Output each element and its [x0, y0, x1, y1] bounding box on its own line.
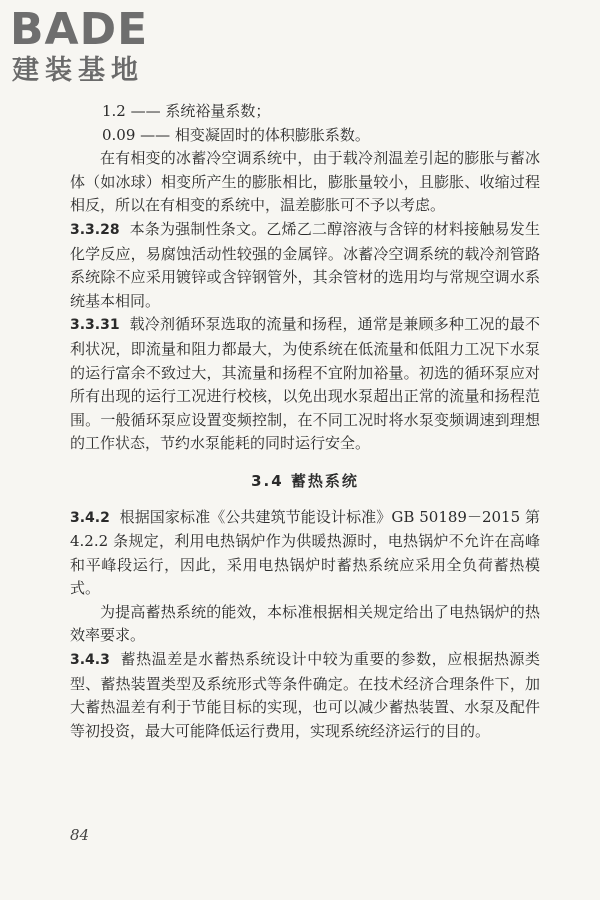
- clause-3-3-31: [70, 313, 540, 456]
- variable-definition: 0.09 —— 相变凝固时的体积膨胀系数。: [102, 125, 370, 144]
- section-title: 3.4 蓄热系统: [251, 471, 359, 490]
- clause-text: 蓄热温差是水蓄热系统设计中较为重要的参数，应根据热源类型、蓄热装置类型及系统形式等条件确定。在技术经济合理条件下，加大蓄热温差有利于节能目标的实现，也可以减少蓄热装置、水泵及配件等初投资，最大可能降低运行费用，实现系统经济运行的目的。: [70, 650, 540, 740]
- logo: [10, 6, 180, 88]
- clause-text: 根据国家标准《公共建筑节能设计标准》GB 50189－2015 第 4.2.2 条规定，利用电热锅炉作为供暖热源时，电热锅炉不允许在高峰和平峰段运行，因此，采用电热锅炉时蓄热系统应采用全负荷蓄热模式。: [70, 507, 540, 598]
- variable-definition: 1.2 —— 系统裕量系数；: [102, 102, 271, 120]
- clause-3-3-28: [70, 218, 540, 313]
- clause-number: 3.4.2: [70, 509, 110, 526]
- clause-3-4-3: [70, 648, 540, 743]
- page-number: 84: [70, 826, 90, 844]
- logo-brand: BADE: [10, 4, 149, 55]
- clause-text: 本条为强制性条文。乙烯乙二醇溶液与含锌的材料接触易发生化学反应，易腐蚀活动性较强的金属锌。冰蓄冷空调系统的载冷剂管路系统除不应采用镀锌或含锌钢管外，其余管材的选用均与常规空调水系统基本相同。: [70, 219, 540, 310]
- document-body: [70, 100, 540, 743]
- clause-number: 3.4.3: [70, 652, 110, 669]
- logo-subtitle: 建装基地: [12, 55, 144, 86]
- paragraph: 为提高蓄热系统的能效，本标准根据相关规定给出了电热锅炉的热效率要求。: [70, 602, 540, 645]
- clause-text: 载冷剂循环泵选取的流量和扬程，通常是兼顾多种工况的最不利状况，即流量和阻力都最大，为使系统在低流量和低阻力工况下水泵的运行富余不致过大，其流量和扬程不宜附加裕量。初选的循环泵应对所有出现的运行工况进行校核，以免出现水泵超出正常的流量和扬程范围。一般循环泵应设置变频控制，在不同工况时将水泵变频调速到理想的工作状态，节约水泵能耗的同时运行安全。: [70, 315, 540, 453]
- clause-3-4-2: [70, 506, 540, 601]
- paragraph: 在有相变的冰蓄冷空调系统中，由于载冷剂温差引起的膨胀与蓄冰体（如冰球）相变所产生的膨胀相比，膨胀量较小，且膨胀、收缩过程相反，所以在有相变的系统中，温差膨胀可不予以考虑。: [70, 149, 540, 215]
- clause-number: 3.3.31: [70, 317, 120, 334]
- clause-number: 3.3.28: [70, 221, 120, 238]
